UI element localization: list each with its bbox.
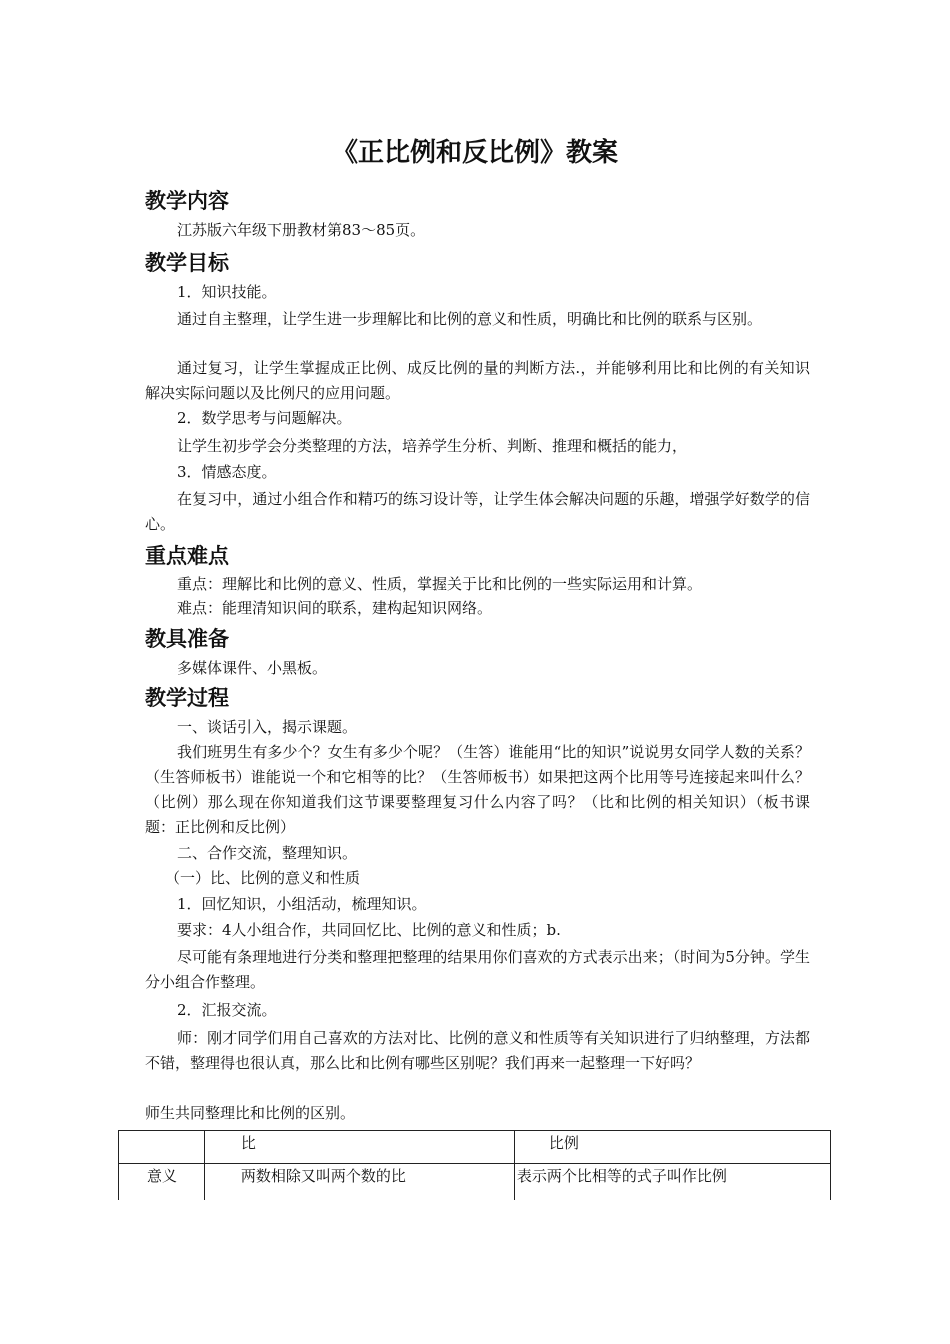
table-header-cell (119, 1131, 205, 1164)
process-step-1: 一、谈话引入，揭示课题。 (177, 718, 358, 736)
keypoints-focus: 重点：理解比和比例的意义、性质，掌握关于比和比例的一些实际运用和计算。 (177, 575, 703, 593)
keypoints-difficulty: 难点：能理清知识间的联系，建构起知识网络。 (177, 599, 493, 617)
tools-text: 多媒体课件、小黑板。 (177, 659, 328, 677)
table-header-cell: 比 (204, 1131, 514, 1164)
heading-tools: 教具准备 (145, 627, 229, 651)
heading-process: 教学过程 (145, 686, 229, 710)
heading-keypoints: 重点难点 (145, 544, 229, 568)
heading-content: 教学内容 (145, 189, 229, 213)
process-subheading: （一）比、比例的意义和性质 (165, 869, 361, 887)
table-header-cell: 比例 (514, 1131, 830, 1164)
process-step-2: 二、合作交流，整理知识。 (177, 844, 358, 862)
table-cell: 两数相除又叫两个数的比 (204, 1164, 514, 1201)
process-paragraph: 2．汇报交流。 (177, 1001, 277, 1019)
goals-paragraph: 在复习中，通过小组合作和精巧的练习设计等，让学生体会解决问题的乐趣，增强学好数学的信心。 (145, 490, 810, 533)
heading-goals: 教学目标 (145, 251, 229, 275)
process-paragraph: 师生共同整理比和比例的区别。 (145, 1104, 356, 1122)
process-paragraph: 要求：4人小组合作，共同回忆比、比例的意义和性质；b. (177, 921, 561, 939)
table-row (119, 1164, 831, 1201)
process-paragraph: 我们班男生有多少个？女生有多少个呢？（生答）谁能用“比的知识”说说男女同学人数的关系？（生答师板书）谁能说一个和它相等的比？（生答师板书）如果把这两个比用等号连接起来叫什么？（比例）那么现在你知道我们这节课要整理复习什么内容了吗？（比和比例的相关知识）（板书课题：正比例和反比例） (145, 743, 810, 836)
goals-paragraph: 通过复习，让学生掌握成正比例、成反比例的量的判断方法.，并能够利用比和比例的有关知识解决实际问题以及比例尺的应用问题。 (145, 359, 810, 402)
process-paragraph: 师：刚才同学们用自己喜欢的方法对比、比例的意义和性质等有关知识进行了归纳整理，方法都不错，整理得也很认真，那么比和比例有哪些区别呢？我们再来一起整理一下好吗？ (145, 1029, 810, 1072)
table-header-row (119, 1131, 831, 1164)
goals-paragraph: 通过自主整理，让学生进一步理解比和比例的意义和性质，明确比和比例的联系与区别。 (177, 310, 763, 328)
goals-item-1: 1．知识技能。 (177, 283, 277, 301)
goals-item-3: 3．情感态度。 (177, 463, 277, 481)
table-cell: 表示两个比相等的式子叫作比例 (514, 1164, 830, 1201)
process-paragraph: 尽可能有条理地进行分类和整理把整理的结果用你们喜欢的方式表示出来；（时间为5分钟。学生分小组合作整理。 (145, 948, 810, 991)
table-cell: 意义 (119, 1164, 205, 1201)
document-title: 《正比例和反比例》教案 (331, 138, 618, 168)
content-text: 江苏版六年级下册教材第83～85页。 (177, 221, 426, 239)
goals-paragraph: 让学生初步学会分类整理的方法，培养学生分析、判断、推理和概括的能力， (177, 437, 688, 455)
goals-item-2: 2．数学思考与问题解决。 (177, 409, 352, 427)
comparison-table (118, 1130, 831, 1200)
process-paragraph: 1．回忆知识，小组活动，梳理知识。 (177, 895, 427, 913)
